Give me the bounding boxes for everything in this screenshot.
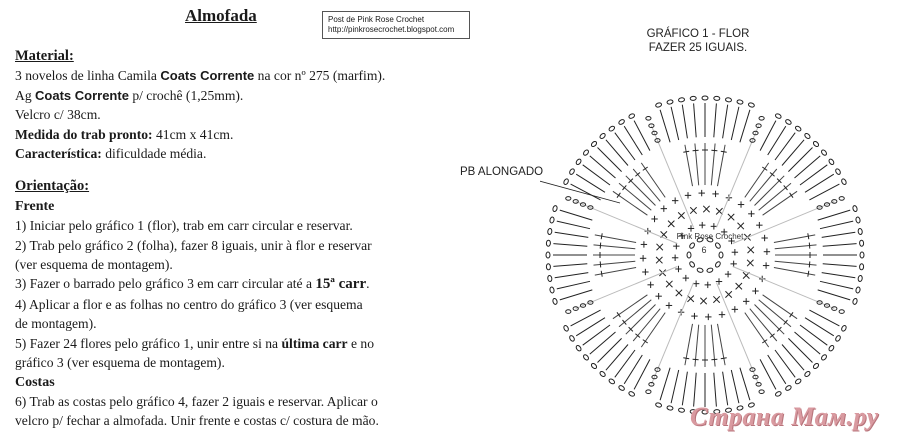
chain-stitch	[828, 345, 835, 352]
chain-stitch	[859, 240, 863, 246]
treble-crochet-stitch	[788, 148, 812, 172]
chain-stitch	[821, 149, 828, 156]
chain-stitch	[860, 252, 864, 258]
chain-stitch	[715, 261, 722, 268]
treble-crochet-stitch	[583, 165, 610, 185]
chain-stitch	[546, 264, 550, 270]
chain-stitch	[646, 117, 651, 121]
chain-stitch	[563, 325, 569, 332]
credit-line-1: Post de Pink Rose Crochet	[328, 15, 425, 24]
chain-stitch	[689, 242, 696, 249]
stitch-crossbar	[643, 167, 648, 170]
treble-crochet-stitch	[553, 264, 587, 267]
step-5-cont: gráfico 3 (ver esquema de montagem).	[15, 355, 225, 371]
treble-crochet-stitch	[660, 110, 670, 143]
crochet-flower-diagram	[540, 85, 895, 445]
stitch-crossbar	[790, 193, 793, 198]
step-4-cont: de montagem).	[15, 316, 97, 332]
chain-stitch	[702, 96, 708, 100]
step-2-cont: (ver esquema de montagem).	[15, 257, 173, 273]
feature-label: Característica:	[15, 146, 102, 162]
treble-crochet-stitch	[795, 332, 821, 354]
chain-stitch	[655, 402, 662, 408]
chain-stitch	[697, 267, 704, 273]
chain-stitch	[832, 200, 837, 204]
chain-stitch	[812, 140, 819, 147]
chain-stitch	[546, 240, 550, 246]
treble-crochet-stitch	[671, 107, 679, 140]
treble-crochet-stitch	[820, 221, 853, 229]
chain-stitch	[748, 102, 755, 108]
measure-label: Medida do trab pronto:	[15, 126, 153, 142]
treble-crochet-stitch	[671, 370, 679, 403]
chain-stitch	[546, 252, 550, 258]
chain-stitch	[599, 133, 606, 140]
chain-stitch	[725, 97, 732, 102]
stitch-crossbar	[809, 243, 810, 249]
chain-stitch	[563, 178, 569, 185]
treble-crochet-stitch	[775, 350, 795, 377]
chain-stitch	[855, 217, 860, 224]
treble-crochet-stitch	[800, 165, 827, 185]
step-2: 2) Trab pelo gráfico 2 (folha), fazer 8 iguais, unir à flor e reservar	[15, 237, 372, 253]
chain-stitch	[566, 310, 571, 314]
credit-box	[322, 11, 470, 39]
treble-crochet-stitch	[740, 110, 750, 143]
chain-stitch	[841, 178, 847, 185]
chain-stitch	[839, 310, 844, 314]
treble-crochet-stitch	[723, 105, 728, 139]
stitch-crossbar	[683, 151, 689, 152]
treble-crochet-stitch	[606, 140, 628, 166]
treble-crochet-stitch	[553, 244, 587, 247]
chain-stitch	[812, 362, 819, 369]
treble-crochet-stitch	[555, 232, 589, 237]
treble-crochet-stitch	[818, 210, 851, 220]
chain-stitch	[759, 117, 764, 121]
chain-stitch	[590, 362, 597, 369]
chain-stitch	[599, 371, 606, 378]
treble-crochet-stitch	[800, 325, 827, 345]
diagram-title-line-2: FAZER 25 IGUAIS.	[648, 42, 748, 54]
guide-line	[733, 267, 835, 309]
treble-crochet-stitch	[560, 210, 593, 220]
guide-line	[576, 267, 678, 309]
treble-crochet-stitch	[606, 345, 628, 371]
pb-pointer-line	[540, 179, 620, 203]
treble-crochet-stitch	[615, 133, 635, 160]
chain-stitch	[804, 133, 811, 140]
chain-stitch	[575, 158, 582, 165]
pb-alongado-label: PB ALONGADO	[460, 166, 544, 178]
chain-stitch	[785, 385, 792, 392]
chain-stitch	[858, 228, 863, 235]
chain-stitch	[628, 391, 635, 397]
stitch-crossbar	[683, 358, 689, 359]
chain-stitch	[549, 217, 554, 224]
chain-stitch	[835, 168, 842, 175]
guide-line	[733, 201, 835, 243]
chain-stitch	[858, 275, 863, 282]
chain-stitch	[737, 99, 744, 104]
guide-line	[651, 283, 693, 385]
stitch-crossbar	[617, 312, 620, 317]
chain-stitch	[690, 96, 696, 100]
chain-stitch	[855, 287, 860, 294]
step-3: 3) Fazer o barrado pelo gráfico 3 em carr circular até a 15ª carr.	[15, 276, 370, 293]
brand-name: Coats Corrente	[35, 87, 129, 103]
chain-stitch	[667, 99, 674, 104]
chain-stitch	[719, 252, 723, 258]
chain-stitch	[715, 242, 722, 249]
stitch-crossbar	[693, 150, 699, 151]
treble-crochet-stitch	[731, 370, 739, 403]
treble-crochet-stitch	[590, 332, 616, 354]
pattern-text	[15, 47, 445, 431]
treble-crochet-stitch	[823, 244, 857, 247]
chain-stitch	[573, 200, 578, 204]
chain-stitch	[859, 264, 863, 270]
treble-crochet-stitch	[557, 221, 590, 229]
chain-stitch	[552, 205, 558, 212]
measure-line: Medida do trab pronto: 41cm x 41cm.	[15, 126, 234, 142]
chain-stitch	[835, 335, 842, 342]
stitch-crossbar	[808, 271, 809, 277]
treble-crochet-stitch	[822, 232, 856, 237]
step-1: 1) Iniciar pelo gráfico 1 (flor), trab em carr circular e reservar.	[15, 218, 353, 234]
material-line-1: 3 novelos de linha Camila Coats Corrente na cor nº 275 (marfim).	[15, 68, 386, 84]
guide-line	[651, 126, 693, 228]
chain-stitch	[552, 298, 558, 305]
treble-crochet-stitch	[694, 103, 697, 137]
chain-stitch	[759, 390, 764, 394]
diagram-center-text: Pink Rose Crochet	[676, 232, 744, 241]
material-line-2: Ag Coats Corrente p/ crochê (1,25mm).	[15, 87, 244, 103]
chain-stitch	[852, 205, 858, 212]
treble-crochet-stitch	[615, 350, 635, 377]
stitch-crossbar	[790, 312, 793, 317]
chain-stitch	[646, 390, 651, 394]
chain-stitch	[583, 354, 590, 361]
treble-crochet-stitch	[583, 325, 610, 345]
treble-crochet-stitch	[782, 140, 804, 166]
material-heading: Material:	[15, 48, 74, 64]
treble-crochet-stitch	[598, 338, 622, 362]
diagram-title	[618, 27, 778, 55]
diagram-title-line-1: GRÁFICO 1 - FLOR	[646, 28, 750, 40]
step-4: 4) Aplicar a flor e as folhas no centro do gráfico 3 (ver esquema	[15, 296, 363, 312]
chain-stitch	[547, 275, 552, 282]
treble-crochet-stitch	[823, 264, 857, 267]
brand-name: Coats Corrente	[160, 68, 255, 84]
treble-crochet-stitch	[590, 156, 616, 178]
treble-crochet-stitch	[731, 107, 739, 140]
guide-line	[576, 201, 678, 243]
chain-stitch	[841, 325, 847, 332]
orientation-heading: Orientação:	[15, 178, 90, 195]
chain-stitch	[618, 385, 625, 392]
chain-stitch	[628, 113, 635, 119]
watermark-logo: Страна Мам.ру	[690, 402, 879, 431]
treble-crochet-stitch	[795, 156, 821, 178]
material-line-3: Velcro c/ 38cm.	[15, 107, 101, 123]
chain-stitch	[706, 267, 713, 273]
step-6: 6) Trab as costas pelo gráfico 4, fazer 2 iguais e reservar. Aplicar o	[15, 393, 378, 409]
page-title: Almofada	[185, 6, 257, 25]
diagram-center-number: 6	[701, 245, 707, 255]
chain-stitch	[689, 261, 696, 268]
treble-crochet-stitch	[682, 372, 687, 406]
chain-stitch	[804, 371, 811, 378]
chain-stitch	[775, 113, 782, 119]
treble-crochet-stitch	[598, 148, 622, 172]
front-heading: Frente	[15, 198, 55, 214]
guide-line	[717, 126, 759, 228]
treble-crochet-stitch	[560, 290, 593, 300]
chain-stitch	[852, 298, 858, 305]
chain-stitch	[667, 405, 674, 410]
treble-crochet-stitch	[682, 105, 687, 139]
treble-crochet-stitch	[714, 103, 717, 137]
treble-crochet-stitch	[782, 345, 804, 371]
chain-stitch	[785, 119, 792, 126]
stitch-crossbar	[762, 167, 767, 170]
guide-line	[717, 283, 759, 385]
stitch-crossbar	[601, 233, 602, 239]
step-6-cont: velcro p/ fechar a almofada. Unir frente e costas c/ costura de mão.	[15, 413, 379, 429]
treble-crochet-stitch	[557, 281, 590, 289]
chain-stitch	[608, 378, 615, 385]
chain-stitch	[618, 119, 625, 126]
credit-url[interactable]: http://pinkrosecrochet.blogspot.com	[328, 25, 455, 34]
chain-stitch	[775, 391, 782, 397]
treble-crochet-stitch	[555, 273, 589, 278]
stitch-crossbar	[721, 358, 727, 359]
stitch-crossbar	[809, 261, 810, 267]
chain-stitch	[678, 408, 685, 413]
chain-stitch	[590, 140, 597, 147]
stitch-crossbar	[617, 193, 620, 198]
chain-stitch	[795, 378, 802, 385]
chain-stitch	[569, 335, 576, 342]
stitch-crossbar	[711, 359, 717, 360]
chain-stitch	[828, 158, 835, 165]
treble-crochet-stitch	[660, 368, 670, 401]
stitch-crossbar	[600, 243, 601, 249]
chain-stitch	[573, 307, 578, 311]
chain-stitch	[583, 149, 590, 156]
stitch-crossbar	[721, 151, 727, 152]
chain-stitch	[714, 96, 720, 100]
back-heading: Costas	[15, 374, 55, 390]
feature-line: Característica: dificuldade média.	[15, 146, 207, 162]
chain-stitch	[821, 354, 828, 361]
treble-crochet-stitch	[788, 338, 812, 362]
chain-stitch	[608, 125, 615, 132]
chain-stitch	[795, 125, 802, 132]
treble-crochet-stitch	[723, 372, 728, 406]
chain-stitch	[678, 97, 685, 102]
treble-crochet-stitch	[820, 281, 853, 289]
chain-stitch	[547, 228, 552, 235]
chain-stitch	[566, 197, 571, 201]
chain-stitch	[655, 102, 662, 108]
treble-crochet-stitch	[775, 133, 795, 160]
stitch-crossbar	[643, 340, 648, 343]
chain-stitch	[549, 287, 554, 294]
stitch-crossbar	[711, 150, 717, 151]
stitch-crossbar	[762, 340, 767, 343]
chain-stitch	[569, 168, 576, 175]
treble-crochet-stitch	[822, 273, 856, 278]
stitch-crossbar	[601, 271, 602, 277]
chain-stitch	[687, 252, 691, 258]
chain-stitch	[575, 345, 582, 352]
stitch-crossbar	[600, 261, 601, 267]
treble-crochet-stitch	[740, 368, 750, 401]
treble-crochet-stitch	[818, 290, 851, 300]
stitch-crossbar	[808, 233, 809, 239]
chain-stitch	[839, 197, 844, 201]
stitch-crossbar	[693, 359, 699, 360]
step-5: 5) Fazer 24 flores pelo gráfico 1, unir entre si na última carr e no	[15, 335, 374, 351]
